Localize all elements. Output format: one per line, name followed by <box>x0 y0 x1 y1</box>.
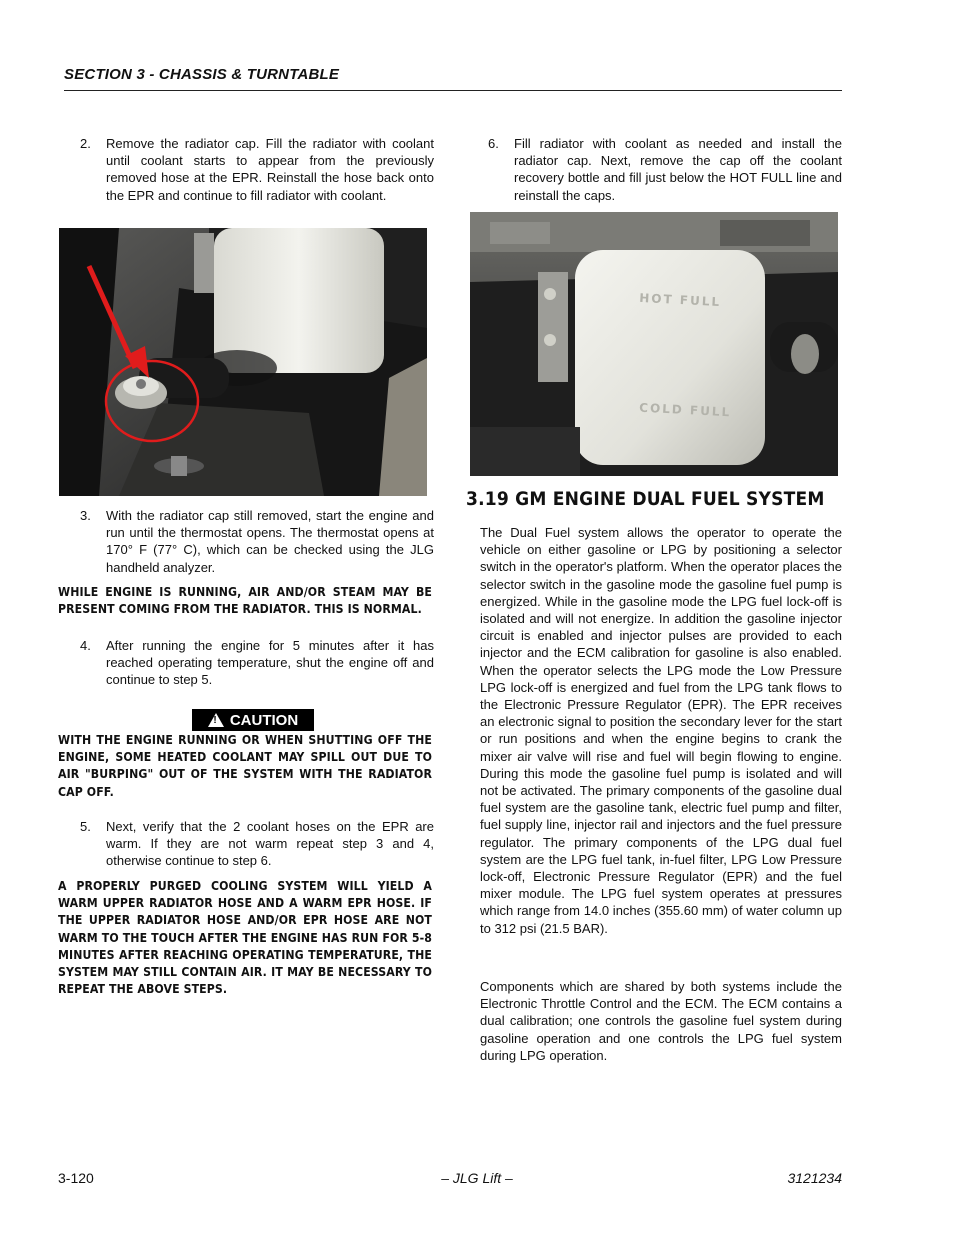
step-text: After running the engine for 5 minutes after it has reached operating temperature, shut the engine off and continue to step 5. <box>106 638 434 688</box>
step-3 <box>58 507 434 576</box>
caution-badge <box>192 709 314 731</box>
step-6 <box>466 135 842 204</box>
warning-note-purged-system: A PROPERLY PURGED COOLING SYSTEM WILL YIELD A WARM UPPER RADIATOR HOSE AND A WARM EPR HOSE. IF THE UPPER RADIATOR HOSE AND/OR EPR HOSE ARE NOT WARM TO THE TOUCH AFTER THE ENGINE HAS RUN FOR 5-8 MINUTES AFTER REACHING OPERATING TEMPERATURE, THE SYSTEM MAY STILL CONTAIN AIR. IT MAY BE NECESSARY TO REPEAT THE ABOVE STEPS. <box>58 879 432 997</box>
bottle-hot-full-mark: HOT FULL <box>638 290 722 310</box>
footer-brand: – JLG Lift – <box>441 1170 513 1186</box>
page-header <box>64 66 842 91</box>
step-text: Next, verify that the 2 coolant hoses on the EPR are warm. If they are not warm repeat step 3 and 4, otherwise continue to step 6. <box>106 819 434 869</box>
caution-label: CAUTION <box>229 711 299 729</box>
section-heading: SECTION 3 - CHASSIS & TURNTABLE <box>64 66 340 83</box>
step-number: 4. <box>80 638 91 653</box>
coolant-recovery-bottle-photo <box>470 212 838 476</box>
step-text: Fill radiator with coolant as needed and install the radiator cap. Next, remove the cap off the coolant recovery bottle and fill just below the HOT FULL line and reinstall the caps. <box>514 136 842 203</box>
dual-fuel-paragraph-2: Components which are shared by both systems include the Electronic Throttle Control and the ECM. The ECM contains a dual calibration; one controls the gasoline fuel system during gasoline operation and one controls the LPG fuel system during LPG operation. <box>480 979 842 1063</box>
radiator-cap-photo <box>59 228 427 496</box>
page-number: 3-120 <box>58 1170 94 1186</box>
step-number: 5. <box>80 819 91 834</box>
step-2 <box>58 135 434 204</box>
section-title: 3.19 GM ENGINE DUAL FUEL SYSTEM <box>466 488 825 510</box>
bottle-cold-full-mark: COLD FULL <box>638 400 732 420</box>
warning-triangle-icon <box>208 713 224 727</box>
step-number: 3. <box>80 508 91 523</box>
step-5 <box>58 818 434 870</box>
step-text: Remove the radiator cap. Fill the radiator with coolant until coolant starts to appear from the previously removed hose at the EPR. Reinstall the hose back onto the EPR and continue to fill radiator with coolant. <box>106 136 434 203</box>
step-number: 6. <box>488 136 499 151</box>
dual-fuel-paragraph-1: The Dual Fuel system allows the operator to operate the vehicle on either gasoline or LPG by positioning a selector switch in the operator's platform. When the operator places the selector switch in the gasoline mode the gasoline fuel pump is energized. While in the gasoline mode the LPG fuel lock-off is isolated and will not energize. In addition the gasoline injector circuit is enabled and injector pulses are provided to each injector and the ECM calibration for gasoline is also enabled. When the operator selects the LPG mode the Low Pressure LPG lock-off is energized and fuel from the LPG tank flows to the Electronic Pressure Regulator (EPR). The EPR receives an electronic signal to position the secondary lever for the start or run positions and when the engine begins to crank the mixer air valve will rise and fuel will begin flowing to engine. During this mode the gasoline fuel pump is isolated and will not be activated. The primary components of the gasoline dual fuel system are the gasoline tank, electric fuel pump and filter, fuel supply line, injector rail and injectors and the fuel pressure regulator. The primary components of the LPG dual fuel system are the LPG fuel tank, in-fuel filter, LPG Low Pressure lock-off, Electronic Pressure Regulator (EPR) and the fuel mixer module. The LPG fuel system operates at pressures which range from 14.0 inches (355.60 mm) of water column up to 312 psi (21.5 BAR). <box>480 525 842 936</box>
step-4 <box>58 637 434 689</box>
document-number: 3121234 <box>787 1170 842 1186</box>
step-number: 2. <box>80 136 91 151</box>
step-text: With the radiator cap still removed, start the engine and run until the thermostat opens. The thermostat opens at 170° F (77° C), which can be checked using the JLG handheld analyzer. <box>106 508 434 575</box>
warning-note-air-steam: WHILE ENGINE IS RUNNING, AIR AND/OR STEAM MAY BE PRESENT COMING FROM THE RADIATOR. THIS IS NORMAL. <box>58 585 432 617</box>
caution-text: WITH THE ENGINE RUNNING OR WHEN SHUTTING OFF THE ENGINE, SOME HEATED COOLANT MAY SPILL OUT DUE TO AIR "BURPING" OUT OF THE SYSTEM WITH THE RADIATOR CAP OFF. <box>58 733 432 799</box>
